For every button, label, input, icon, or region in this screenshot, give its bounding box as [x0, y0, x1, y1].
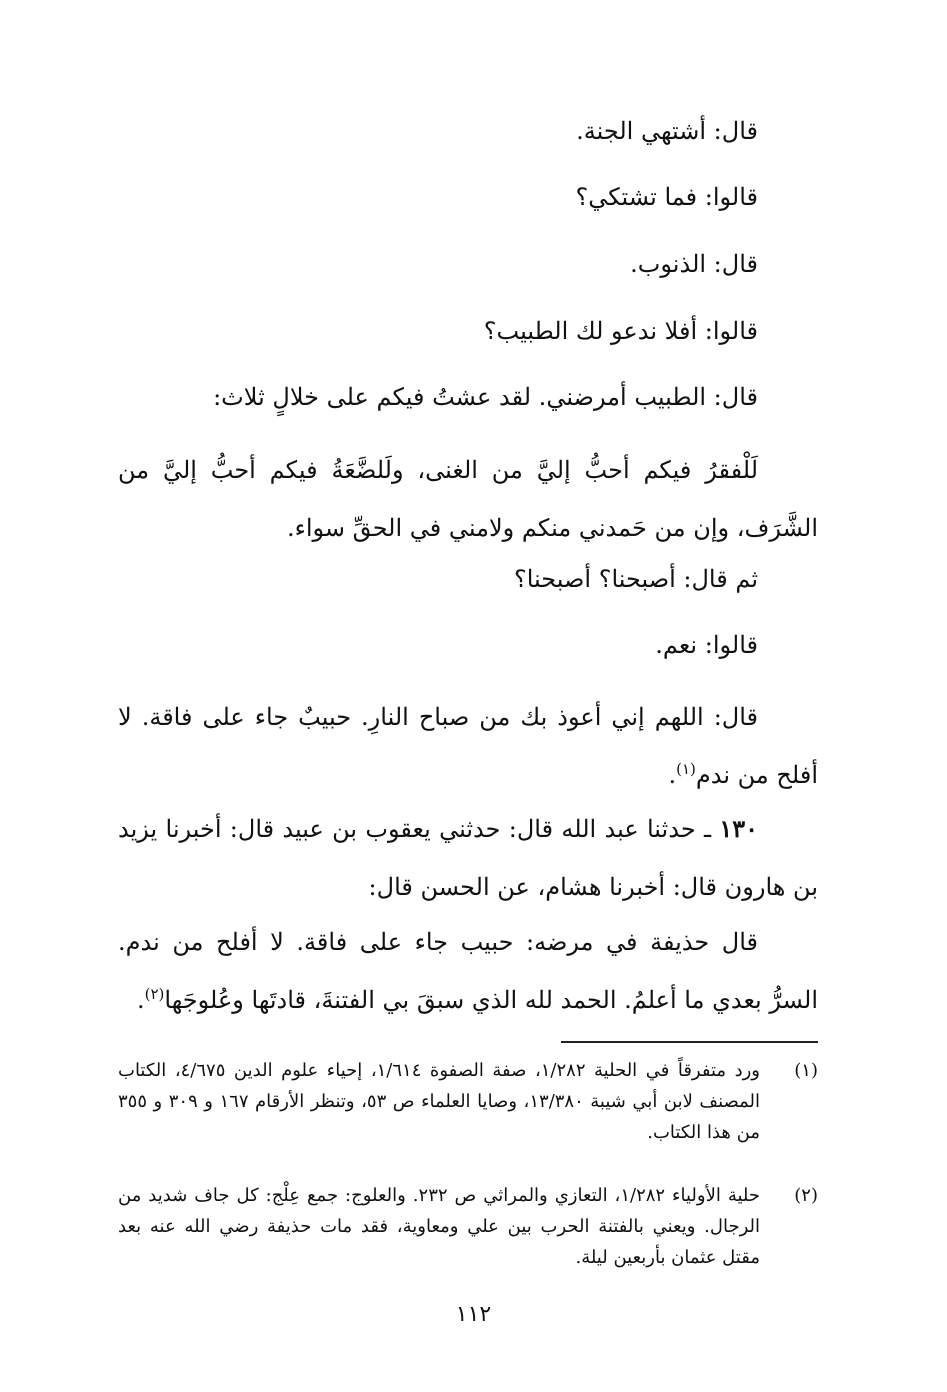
dialogue-line: قالوا: أفلا ندعو لك الطبيب؟ — [483, 317, 758, 345]
closing-paragraph — [118, 688, 818, 804]
hadith-paragraph — [118, 800, 818, 916]
dialogue-line: قال: أشتهي الجنة. — [576, 117, 758, 145]
page-number: ١١٢ — [455, 1302, 492, 1327]
dialogue-line: قالوا: فما تشتكي؟ — [575, 183, 758, 211]
hadith-number: ١٣٠ — [719, 814, 759, 843]
hudhayfa-paragraph — [118, 913, 818, 1029]
quote-paragraph — [118, 441, 818, 557]
dialogue-line: قال: الطبيب أمرضني. لقد عشتُ فيكم على خلالٍ ثلاث: — [213, 383, 758, 411]
dialogue-line: قالوا: نعم. — [655, 631, 758, 659]
footnote-text: حلية الأولياء ١/٢٨٢، التعازي والمراثي ص ٢٣٢. والعلوج: جمع عِلْج: كل جاف شديد من الرجال. ويعني بالفتنة الحرب بين علي ومعاوية، فقد مات حذيفة رضي الله عنه بعد مقتل عثمان بأربعين ليلة. — [118, 1185, 760, 1268]
footnote-reference[interactable]: (١) — [676, 760, 696, 778]
hadith-chain: ـ حدثنا عبد الله قال: حدثني يعقوب بن عبيد قال: أخبرنا يزيد بن هارون قال: أخبرنا هشام، عن الحسن قال: — [118, 815, 818, 901]
dialogue-line: ثم قال: أصبحنا؟ أصبحنا؟ — [514, 565, 758, 593]
footnote-divider — [561, 1041, 818, 1043]
dialogue-line: قال: الذنوب. — [630, 250, 758, 278]
footnote-reference[interactable]: (٢) — [144, 985, 165, 1003]
hudhayfa-end: . — [136, 986, 145, 1014]
footnote-1 — [118, 1055, 818, 1148]
footnote-2 — [118, 1180, 818, 1273]
closing-text: قال: اللهم إني أعوذ بك من صباح النارِ. حبيبٌ جاء على فاقة. لا أفلح من ندم — [118, 703, 818, 789]
footnote-mark: (١) — [794, 1060, 818, 1081]
footnote-text: ورد متفرقاً في الحلية ١/٢٨٢، صفة الصفوة ١/٦١٤، إحياء علوم الدين ٤/٦٧٥، الكتاب المصنف لابن أبي شيبة ١٣/٣٨٠، وصايا العلماء ص ٥٣، وتنظر الأرقام ١٦٧ و ٣٠٩ و ٣٥٥ من هذا الكتاب. — [118, 1060, 760, 1143]
footnote-mark: (٢) — [794, 1185, 818, 1206]
quote-text: لَلْفقرُ فيكم أحبُّ إليَّ من الغنى، ولَلضَّعَةُ فيكم أحبُّ إليَّ من الشَّرَف، وإن من حَمدني منكم ولامني في الحقِّ سواء. — [118, 456, 818, 542]
hudhayfa-text: قال حذيفة في مرضه: حبيب جاء على فاقة. لا أفلح من ندم. السرُّ بعدي ما أعلمُ. الحمد لله الذي سبقَ بي الفتنةَ، قادتَها وعُلوجَها — [118, 928, 818, 1014]
closing-end: . — [668, 761, 677, 789]
